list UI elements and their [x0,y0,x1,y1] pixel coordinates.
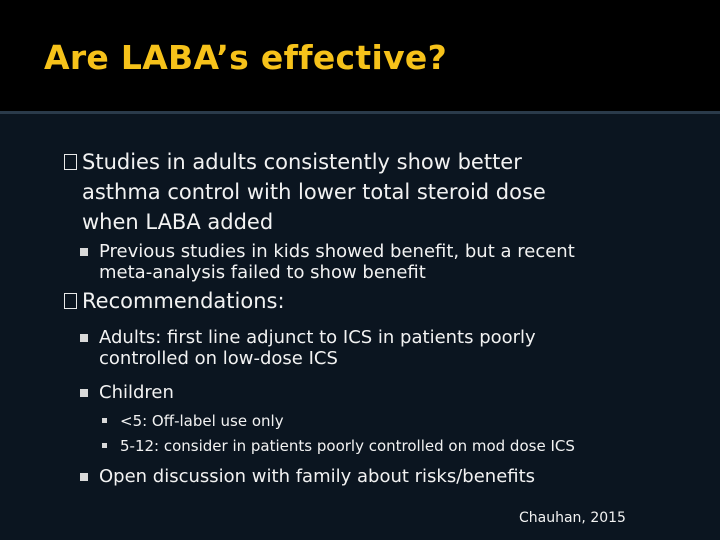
bullet-line: Open discussion with family about risks/benefits [99,466,536,487]
square-bullet-icon [80,248,88,256]
bullet-line: Adults: first line adjunct to ICS in patients poorly [99,327,536,348]
checkbox-bullet-icon [64,154,77,170]
small-square-bullet-icon [102,443,107,448]
slide-title: Are LABA’s effective? [44,38,448,77]
bullet-line: 5-12: consider in patients poorly controlled on mod dose ICS [120,437,575,455]
citation: Chauhan, 2015 [519,510,626,526]
square-bullet-icon [80,334,88,342]
small-square-bullet-icon [102,418,107,423]
bullet-line: when LABA added [82,210,274,234]
bullet-line: <5: Off-label use only [120,412,284,430]
bullet-text [99,327,536,369]
bullet-line: Recommendations: [82,289,285,313]
checkbox-bullet-icon [64,293,77,309]
bullet-line: asthma control with lower total steroid dose [82,180,546,204]
bullet-text [99,241,575,283]
bullet-text [82,147,546,237]
bullet-line: meta-analysis failed to show benefit [99,262,426,283]
bullet-text [99,466,535,487]
bullet-text [82,286,285,316]
bullet-line: controlled on low-dose ICS [99,348,338,369]
bullet-text [120,436,575,456]
square-bullet-icon [80,389,88,397]
bullet-text [120,411,284,431]
bullet-line: Previous studies in kids showed benefit, but a recent [99,241,575,262]
square-bullet-icon [80,473,88,481]
bullet-line: Studies in adults consistently show better [82,150,522,174]
bullet-line: Children [99,382,174,403]
bullet-text [99,382,174,403]
